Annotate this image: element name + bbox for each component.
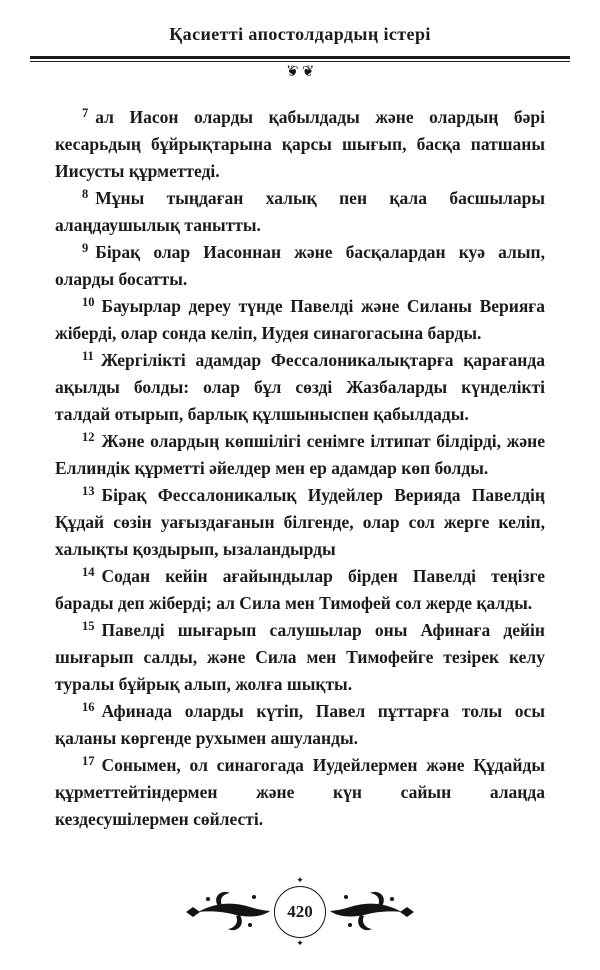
footer-flourish-right-icon bbox=[330, 885, 416, 939]
verse-number: 12 bbox=[82, 430, 95, 444]
verse-text: Афинада оларды күтіп, Павел пұттарға толы осы қаланы көргенде рухымен ашуланды. bbox=[55, 701, 545, 748]
verse-number: 10 bbox=[82, 295, 95, 309]
page-number-circle bbox=[274, 886, 326, 938]
verse-number: 7 bbox=[82, 106, 89, 120]
page-number: 420 bbox=[287, 902, 313, 921]
page-header bbox=[30, 24, 570, 80]
verse bbox=[55, 752, 545, 833]
header-rule-thin bbox=[30, 61, 570, 62]
verse-number: 16 bbox=[82, 700, 95, 714]
finial-top-icon: ✦ bbox=[296, 875, 304, 885]
verse bbox=[55, 293, 545, 347]
verse-text: Бауырлар дереу түнде Павелді және Силаны Верияға жіберді, олар сонда келіп, Иудея синагогасына барды. bbox=[55, 296, 545, 343]
header-rule-thick bbox=[30, 56, 570, 59]
verse bbox=[55, 482, 545, 563]
page-number-block bbox=[274, 876, 326, 948]
verse bbox=[55, 428, 545, 482]
verse-text: Мұны тыңдаған халық пен қала басшылары алаңдаушылық танытты. bbox=[55, 188, 545, 235]
verse-number: 9 bbox=[82, 241, 89, 255]
running-title: Қасиетті апостолдардың істері bbox=[169, 24, 431, 44]
verse-number: 13 bbox=[82, 484, 95, 498]
page-footer bbox=[0, 876, 600, 948]
verse-text: Жергілікті адамдар Фессалоникалықтарға қарағанда ақылды болды: олар бұл сөзді Жазбаларды күнделікті талдай отырып, барлық құлшыныспен қабылдады. bbox=[55, 350, 545, 424]
verse-text: Және олардың көпшілігі сенімге ілтипат білдірді, және Еллиндік құрметті әйелдер мен ер адамдар көп болды. bbox=[55, 431, 545, 478]
verse-number: 8 bbox=[82, 187, 89, 201]
footer-flourish-left-icon bbox=[184, 885, 270, 939]
verse-number: 14 bbox=[82, 565, 95, 579]
floral-heart-icon: ❦ bbox=[301, 64, 315, 80]
verse-text: ал Иасон оларды қабылдады және олардың бәрі кесарьдың бұйрықтарына қарсы шығып, басқа патшаны Иисусты құрметтеді. bbox=[55, 107, 545, 181]
verse-number: 11 bbox=[82, 349, 94, 363]
floral-heart-icon: ❦ bbox=[285, 64, 299, 80]
verse-text: Сонымен, ол синагогада Иудейлермен және Құдайды құрметтейтіндермен және күн сайын алаңда кездесушілермен сөйлесті. bbox=[55, 755, 545, 829]
verse-text: Павелді шығарып салушылар оны Афинаға дейін шығарып салды, және Сила мен Тимофейге тезірек келу туралы бұйрық алып, жолға шықты. bbox=[55, 620, 545, 694]
scripture-text bbox=[55, 104, 545, 833]
verse bbox=[55, 185, 545, 239]
verse bbox=[55, 347, 545, 428]
verse-text: Содан кейін ағайындылар бірден Павелді теңізге барады деп жіберді; ал Сила мен Тимофей сол жерде қалды. bbox=[55, 566, 545, 613]
verse bbox=[55, 239, 545, 293]
verse-text: Бірақ Фессалоникалық Иудейлер Верияда Павелдің Құдай сөзін уағыздағанын білгенде, олар сол жерге келіп, халықты қоздырып, ызаландырды bbox=[55, 485, 545, 559]
verse-number: 17 bbox=[82, 754, 95, 768]
verse bbox=[55, 104, 545, 185]
verse-text: Бірақ олар Иасоннан және басқалардан куә алып, оларды босатты. bbox=[55, 242, 545, 289]
header-ornament bbox=[30, 65, 570, 80]
verse-number: 15 bbox=[82, 619, 95, 633]
verse bbox=[55, 698, 545, 752]
verse bbox=[55, 617, 545, 698]
finial-bottom-icon: ✦ bbox=[296, 938, 304, 948]
verse bbox=[55, 563, 545, 617]
